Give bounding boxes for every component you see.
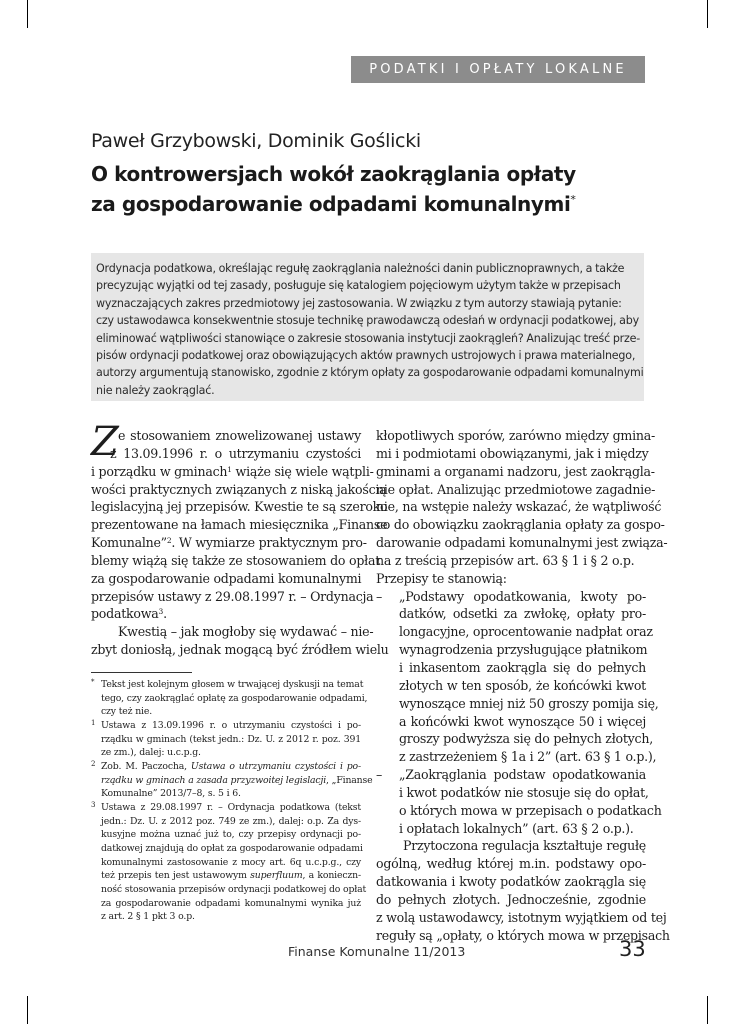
body-line: przepisów ustawy z 29.08.1997 r. – Ordynacja	[91, 588, 374, 604]
abstract-line: autorzy argumentują stanowisko, zgodnie z którym opłaty za gospodarowanie odpadami komunalnymi	[96, 366, 644, 380]
body-line: z 13.09.1996 r. o utrzymaniu czystości	[110, 445, 361, 461]
body-line: gminami a organami nadzoru, jest zaokrągla-	[376, 463, 655, 479]
page-number: 33	[619, 937, 646, 961]
dash-bullet: –	[376, 767, 383, 783]
crop-mark-top-left	[27, 0, 28, 28]
footnote-2: 2 Zob. M. Paczocha, Ustawa o utrzymaniu czystości i po- rządku w gminach a zasada przyzwoitej legislacji, „Finanse Komunalne” 2013/7–8, s. 5 i 6.	[91, 759, 373, 800]
body-line: i porządku w gminach$^1$ wiąże się wiele wątpli-	[91, 463, 374, 479]
body-line: nie opłat. Analizując przedmiotowe zagadnie-	[376, 481, 656, 497]
body-column-right	[376, 427, 670, 944]
body-line: prezentowane na łamach miesięcznika „Finanse	[91, 517, 388, 533]
article-title	[91, 159, 651, 219]
abstract-line: eliminować wątpliwości stanowiące o zakresie stosowania instytucji zaokrągleń? Analizując treść prze-	[96, 331, 641, 345]
title-line-2: za gospodarowanie odpadami komunalnymi	[91, 192, 571, 216]
body-line: z wolą ustawodawcy, istotnym wyjątkiem od tej	[376, 909, 667, 925]
body-line: reguły są „opłaty, o których mowa w przepisach	[376, 927, 670, 943]
footnote-separator	[91, 672, 192, 673]
footnote-3: 3 Ustawa z 29.08.1997 r. – Ordynacja podatkowa (tekst jedn.: Dz. U. z 2012 poz. 749 ze zm.), dalej: o.p. Za dys- kusyjne można uznać już to, czy przepisy ordynacji po- datkowej znajdują do opłat za gospodarowanie odpadami komunalnymi zastosowanie z mocy art. 6q u.c.p.g., czy też przepis ten jest ustawowym superfluum, a konieczn- ność stosowania przepisów ordynacji podatkowej do opłat za gospodarowanie odpadami komunalnymi wynika już z art. 2 § 1 pkt 3 o.p.	[91, 800, 367, 923]
quote-list-item-1: – „Podstawy opodatkowania, kwoty po- datków, odsetki za zwłokę, opłaty pro- longacyjne, oprocentowanie nadpłat oraz wynagrodzenia przysługujące płatnikom i inkasentom zaokrągla się do pełnych złotych w ten sposób, że końcówki kwot wynoszące mniej niż 50 groszy pomija się, a końcówki kwot wynoszące 50 i więcej groszy podwyższa się do pełnych złotych, z zastrzeżeniem § 1a i 2” (art. 63 § 1 o.p.),	[376, 588, 659, 765]
body-column-left	[91, 427, 389, 659]
body-line: ogólną, według której m.in. podstawy opo-	[376, 856, 646, 872]
abstract-line: precyzując wyjątki od tej zasady, posługuje się katalogiem pojęciowym użytym także w przepisach	[96, 279, 621, 293]
body-line: Kwestią – jak mogłoby się wydawać – nie-	[118, 624, 374, 640]
title-footnote-mark: *	[570, 193, 576, 206]
crop-mark-bottom-right	[707, 996, 708, 1024]
title-line-1: O kontrowersjach wokół zaokrąglania opłaty	[91, 162, 576, 186]
body-line: co do obowiązku zaokrąglania opłaty za gospo-	[376, 517, 665, 533]
abstract-line: czy ustawodawca konsekwentnie stosuje technikę prawodawczą odesłań w ordynacji podatkowej, aby	[96, 314, 639, 328]
body-line: kłopotliwych sporów, zarówno między gmina-	[376, 428, 655, 443]
abstract-line: pisów ordynacji podatkowej oraz obowiązujących aktów prawnych ustrojowych i prawa materialnego,	[96, 349, 636, 363]
abstract-line: nie należy zaokrąglać.	[96, 383, 215, 397]
body-line: na z treścią przepisów art. 63 § 1 i § 2 o.p.	[376, 552, 635, 568]
drop-cap: Z	[91, 419, 119, 465]
body-line: Przepisy te stanowią:	[376, 570, 507, 586]
body-line: mi i podmiotami obowiązanymi, jak i między	[376, 445, 649, 461]
body-line: Przytoczona regulacja kształtuje regułę	[403, 838, 646, 854]
crop-mark-bottom-left	[27, 996, 28, 1024]
section-banner: PODATKI I OPŁATY LOKALNE	[351, 56, 645, 83]
article-authors: Paweł Grzybowski, Dominik Goślicki	[91, 130, 421, 152]
body-line: blemy wiążą się także ze stosowaniem do opłat	[91, 552, 381, 568]
body-line: podatkowa$^3$.	[91, 606, 167, 622]
abstract-box	[91, 253, 644, 401]
body-line: legislacyjną jej przepisów. Kwestie te są szeroko	[91, 499, 388, 515]
body-line: do pełnych złotych. Jednocześnie, zgodnie	[376, 891, 646, 907]
footnote-star: * Tekst jest kolejnym głosem w trwającej dyskusji na temat tego, czy zaokrąglać opłatę za gospodarowanie odpadami, czy też nie.	[91, 678, 368, 718]
crop-mark-top-right	[707, 0, 708, 28]
body-line: za gospodarowanie odpadami komunalnymi	[91, 570, 362, 586]
footnote-1: 1 Ustawa z 13.09.1996 r. o utrzymaniu czystości i po- rządku w gminach (tekst jedn.: Dz. U. z 2012 r. poz. 391 ze zm.), dalej: u.c.p.g.	[91, 718, 361, 759]
body-line: e stosowaniem znowelizowanej ustawy	[118, 428, 361, 443]
abstract-line: Ordynacja podatkowa, określając regułę zaokrąglania należności danin publicznoprawnych, a także	[96, 262, 625, 275]
footer-journal: Finanse Komunalne 11/2013	[288, 944, 466, 959]
body-line: datkowania i kwoty podatków zaokrągla się	[376, 874, 646, 890]
body-line: wości praktycznych związanych z niską jakością	[91, 481, 387, 497]
quote-list-item-2: – „Zaokrąglania podstaw opodatkowania i kwot podatków nie stosuje się do opłat, o których mowa w przepisach o podatkach i opłatach lokalnych” (art. 63 § 2 o.p.).	[376, 767, 662, 836]
abstract-line: wyznaczających zakres przedmiotowy jej zastosowania. W związku z tym autorzy stawiają pytanie:	[96, 296, 622, 310]
dash-bullet: –	[376, 588, 383, 604]
body-line: darowanie odpadami komunalnymi jest związa-	[376, 535, 668, 551]
body-line: Komunalne”$^2$. W wymiarze praktycznym pro-	[91, 535, 367, 551]
body-line: nie, na wstępie należy wskazać, że wątpliwość	[376, 499, 662, 515]
footnotes	[91, 678, 373, 924]
body-line: zbyt doniosłą, jednak mogącą być źródłem wielu	[91, 642, 389, 658]
